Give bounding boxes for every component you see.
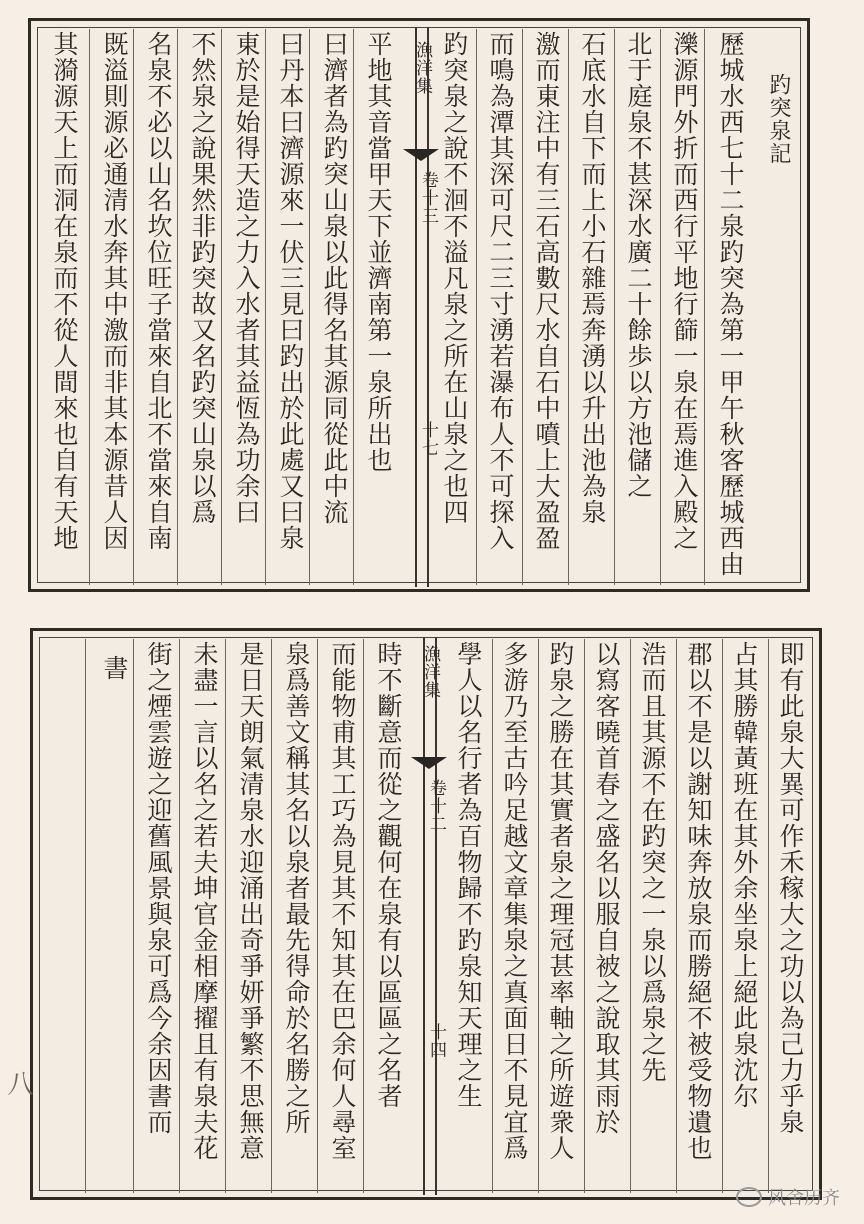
column-rule xyxy=(538,639,539,1193)
text-column: 即有此泉大異可作禾稼大之功以為己力乎泉 xyxy=(776,641,805,1135)
column-rule xyxy=(271,639,272,1193)
leaf-number: 十四 xyxy=(426,1023,446,1059)
column-rule xyxy=(522,29,523,585)
text-column: 未盡一言以名之若夫坤官金相摩擢且有泉夫花 xyxy=(190,641,219,1161)
text-column: 泉爲善文稱其名以泉者最先得命於名勝之所 xyxy=(282,641,311,1135)
column-rule xyxy=(630,639,631,1193)
essay-title: 趵突泉記 xyxy=(766,73,791,165)
column-rule xyxy=(584,639,585,1193)
column-rule xyxy=(177,29,178,585)
text-column: 書 xyxy=(100,655,129,681)
column-rule xyxy=(133,29,134,585)
text-column: 東於是始得天造之力入水者其益恆為功余曰 xyxy=(232,31,261,525)
center-fold-line xyxy=(415,27,417,587)
watermark xyxy=(736,1184,840,1210)
column-rule xyxy=(568,29,569,585)
text-column: 郡以不是以謝知味奔放泉而勝絕不被受物遺也 xyxy=(684,641,713,1161)
text-column: 而能物甫其工巧為見其不知其在巴余何人尋室 xyxy=(328,641,357,1161)
column-rule xyxy=(768,639,769,1193)
text-column: 占其勝韓黃班在其外余坐泉上絕此泉沈尔 xyxy=(730,641,759,1109)
text-column: 既溢則源必通清水奔其中激而非其本源昔人因 xyxy=(100,31,129,551)
column-rule xyxy=(353,29,354,585)
text-column: 歷城水西七十二泉趵突為第一甲午秋客歷城西由 xyxy=(716,31,745,577)
text-column: 平地其音當甲天下並濟南第一泉所出也 xyxy=(364,31,393,473)
text-column: 是日天朗氣清泉水迎涌出奇爭妍爭繁不思無意 xyxy=(236,641,265,1161)
column-rule xyxy=(660,29,661,585)
top-page-scan xyxy=(28,18,810,592)
page-edge-glyph: 八 xyxy=(3,1070,33,1096)
text-column: 以寫客曉首春之盛名以服自被之說取其雨於 xyxy=(592,641,621,1135)
text-column: 石底水自下而上小石雜焉奔湧以升出池為泉 xyxy=(578,31,607,525)
volume-number: 卷十二 xyxy=(426,779,446,833)
center-fold-line xyxy=(435,637,437,1195)
fishtail-mark-icon xyxy=(403,149,439,161)
watermark-logo-icon xyxy=(736,1187,762,1207)
text-column: 浩而且其源不在趵突之一泉以爲泉之先 xyxy=(638,641,667,1083)
watermark-text: 风舍历齐 xyxy=(768,1188,840,1209)
text-column: 趵突泉之說不洄不溢凡泉之所在山泉之也四 xyxy=(440,31,469,525)
text-column: 曰丹本曰濟源來一伏三見曰趵出於此處又曰泉 xyxy=(276,31,305,551)
text-column: 多游乃至古吟足越文章集泉之真面日不見宜爲 xyxy=(500,641,529,1161)
column-rule xyxy=(722,639,723,1193)
column-rule xyxy=(133,639,134,1193)
column-rule xyxy=(317,639,318,1193)
column-rule xyxy=(221,29,222,585)
column-rule xyxy=(363,639,364,1193)
fishtail-mark-icon xyxy=(411,757,447,769)
leaf-number: 十七 xyxy=(418,421,438,457)
column-rule xyxy=(614,29,615,585)
text-column: 濼源門外折而西行平地行篩一泉在焉進入殿之 xyxy=(670,31,699,551)
column-rule xyxy=(225,639,226,1193)
column-rule xyxy=(492,639,493,1193)
text-column: 其漪源天上而洞在泉而不從人間來也自有天地 xyxy=(50,31,79,551)
text-column: 時不斷意而從之觀何在泉有以區區之名者 xyxy=(374,641,403,1109)
column-rule xyxy=(476,29,477,585)
column-rule xyxy=(179,639,180,1193)
column-rule xyxy=(676,639,677,1193)
text-column: 名泉不必以山名坎位旺子當來自北不當來自南 xyxy=(144,31,173,551)
text-column: 不然泉之說果然非趵突故又名趵突山泉以爲 xyxy=(188,31,217,525)
text-column: 北于庭泉不甚深水廣二十餘歩以方池儲之 xyxy=(624,31,653,499)
text-column: 學人以名行者為百物歸不趵泉知天理之生 xyxy=(454,641,483,1109)
text-column: 曰濟者為趵突山泉以此得名其源同從此中流 xyxy=(320,31,349,525)
column-rule xyxy=(704,29,705,585)
bottom-page-scan xyxy=(30,628,822,1200)
column-rule xyxy=(89,29,90,585)
center-fold-line xyxy=(427,27,429,587)
text-column: 激而東注中有三石高數尺水自石中噴上大盈盈 xyxy=(532,31,561,551)
text-column: 趵泉之勝在其實者泉之理冠甚率軸之所遊衆人 xyxy=(546,641,575,1161)
column-rule xyxy=(265,29,266,585)
book-title-margin: 漁洋集 xyxy=(420,645,440,699)
column-rule xyxy=(309,29,310,585)
book-title-margin: 漁洋集 xyxy=(412,41,432,95)
column-rule xyxy=(85,639,86,1193)
volume-number: 卷十三 xyxy=(418,171,438,225)
text-column: 而鳴為潭其深可尺二三寸湧若瀑布人不可探入 xyxy=(486,31,515,551)
center-fold-line xyxy=(423,637,425,1195)
text-column: 街之煙雲遊之迎舊風景與泉可爲今余因書而 xyxy=(144,641,173,1135)
